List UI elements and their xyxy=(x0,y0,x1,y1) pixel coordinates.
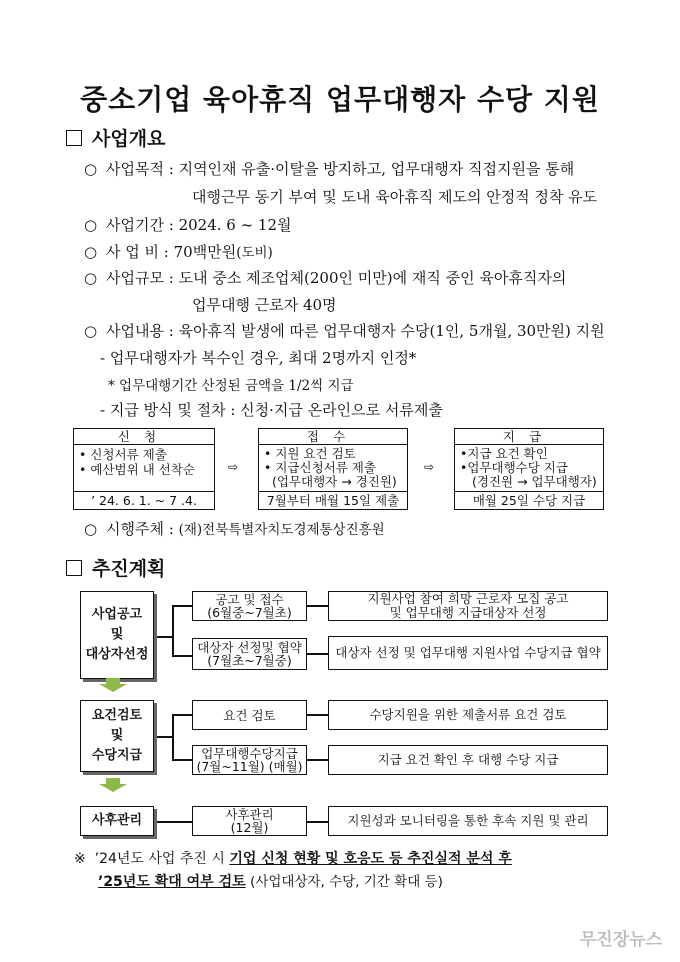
scale-line2: 업무대행 근로자 40명 xyxy=(192,296,337,314)
plan-group-pay: 요건검토 및 수당지급 xyxy=(80,700,154,772)
content-sub2: - 지급 방식 및 절차 : 신청·지급 온라인으로 서류제출 xyxy=(100,401,443,419)
page-title: 중소기업 육아휴직 업무대행자 수당 지원 xyxy=(80,83,600,116)
content-row: ○ 사업내용 : 육아휴직 발생에 따른 업무대행자 수당(1인, 5개월, 30만원) 지원 xyxy=(84,322,605,340)
purpose-line2: 대행근무 동기 부여 및 도내 육아휴직 제도의 안정적 정착 유도 xyxy=(192,188,598,206)
plan-step-notice: 공고 및 접수 (6월중~7월초) xyxy=(192,591,307,621)
square-bullet-icon xyxy=(66,130,82,146)
arrow-right-icon: ⇨ xyxy=(228,460,239,474)
plan-step-contract: 대상자 선정및 협약 (7월초~7월중) xyxy=(192,638,307,670)
period-row: ○ 사업기간 : 2024. 6 ~ 12월 xyxy=(84,216,292,234)
process-head: 신청 xyxy=(74,429,214,445)
purpose-row: ○ 사업목적 : 지역인재 유출·이탈을 방지하고, 업무대행자 직접지원을 통해 xyxy=(84,160,575,178)
plan-step-after: 사후관리 (12월) xyxy=(192,806,307,836)
cost-row: ○ 사 업 비 : 70백만원(도비) xyxy=(84,243,273,261)
plan-group-select: 사업공고 및 대상자선정 xyxy=(80,591,154,679)
content-sub1-note: * 업무대행기간 산정된 금액을 1/2씩 지급 xyxy=(108,378,354,394)
circle-bullet-icon: ○ xyxy=(84,269,98,287)
operator-row: ○ 시행주체 : (재)전북특별자치도경제통상진흥원 xyxy=(84,520,385,538)
plan-heading: 추진계획 xyxy=(66,554,165,581)
process-receive-box: 접수 • 지원 요건 검토 • 지급신청서류 제출 (업무대행자 → 경진원) 7월부터 매월 15일 제출 xyxy=(258,428,408,510)
plan-desc-after: 지원성과 모니터링을 통한 후속 지원 및 관리 xyxy=(328,806,608,836)
circle-bullet-icon: ○ xyxy=(84,322,98,340)
overview-heading: 사업개요 xyxy=(66,124,165,151)
footnote-line2: ’25년도 확대 여부 검토 (사업대상자, 수당, 기간 확대 등) xyxy=(98,874,443,890)
plan-step-payment: 업무대행수당지급 (7월~11월) (매월) xyxy=(192,745,307,775)
process-apply-box: 신청 • 신청서류 제출 • 예산범위 내 선착순 ’ 24. 6. 1. ~ 7 .4. xyxy=(73,428,215,510)
circle-bullet-icon: ○ xyxy=(84,243,98,261)
plan-step-review: 요건 검토 xyxy=(192,700,307,730)
plan-desc-notice: 지원사업 참여 희망 근로자 모집 공고 및 업무대행 지급대상자 선정 xyxy=(328,591,608,621)
arrow-right-icon: ⇨ xyxy=(424,460,435,474)
plan-desc-contract: 대상자 선정 및 업무대행 지원사업 수당지급 협약 xyxy=(328,636,608,670)
process-pay-box: 지급 •지급 요건 확인 •업무대행수당 지급 (경진원 → 업무대행자) 매월 25일 수당 지급 xyxy=(454,428,604,510)
footnote-line1: ※ ’24년도 사업 추진 시 기업 신청 현황 및 호응도 등 추진실적 분석 후 xyxy=(74,851,512,867)
circle-bullet-icon: ○ xyxy=(84,160,98,178)
circle-bullet-icon: ○ xyxy=(84,520,98,538)
square-bullet-icon xyxy=(66,560,82,576)
scale-row: ○ 사업규모 : 도내 중소 제조업체(200인 미만)에 재직 중인 육아휴직자의 xyxy=(84,269,567,287)
circle-bullet-icon: ○ xyxy=(84,216,98,234)
watermark-logo: 무진장뉴스 xyxy=(579,930,662,950)
plan-desc-review: 수당지원을 위한 제출서류 요건 검토 xyxy=(328,700,608,730)
plan-group-after: 사후관리 xyxy=(80,806,154,836)
plan-desc-payment: 지급 요건 확인 후 대행 수당 지급 xyxy=(328,745,608,775)
content-sub1: - 업무대행자가 복수인 경우, 최대 2명까지 인정* xyxy=(100,349,417,367)
